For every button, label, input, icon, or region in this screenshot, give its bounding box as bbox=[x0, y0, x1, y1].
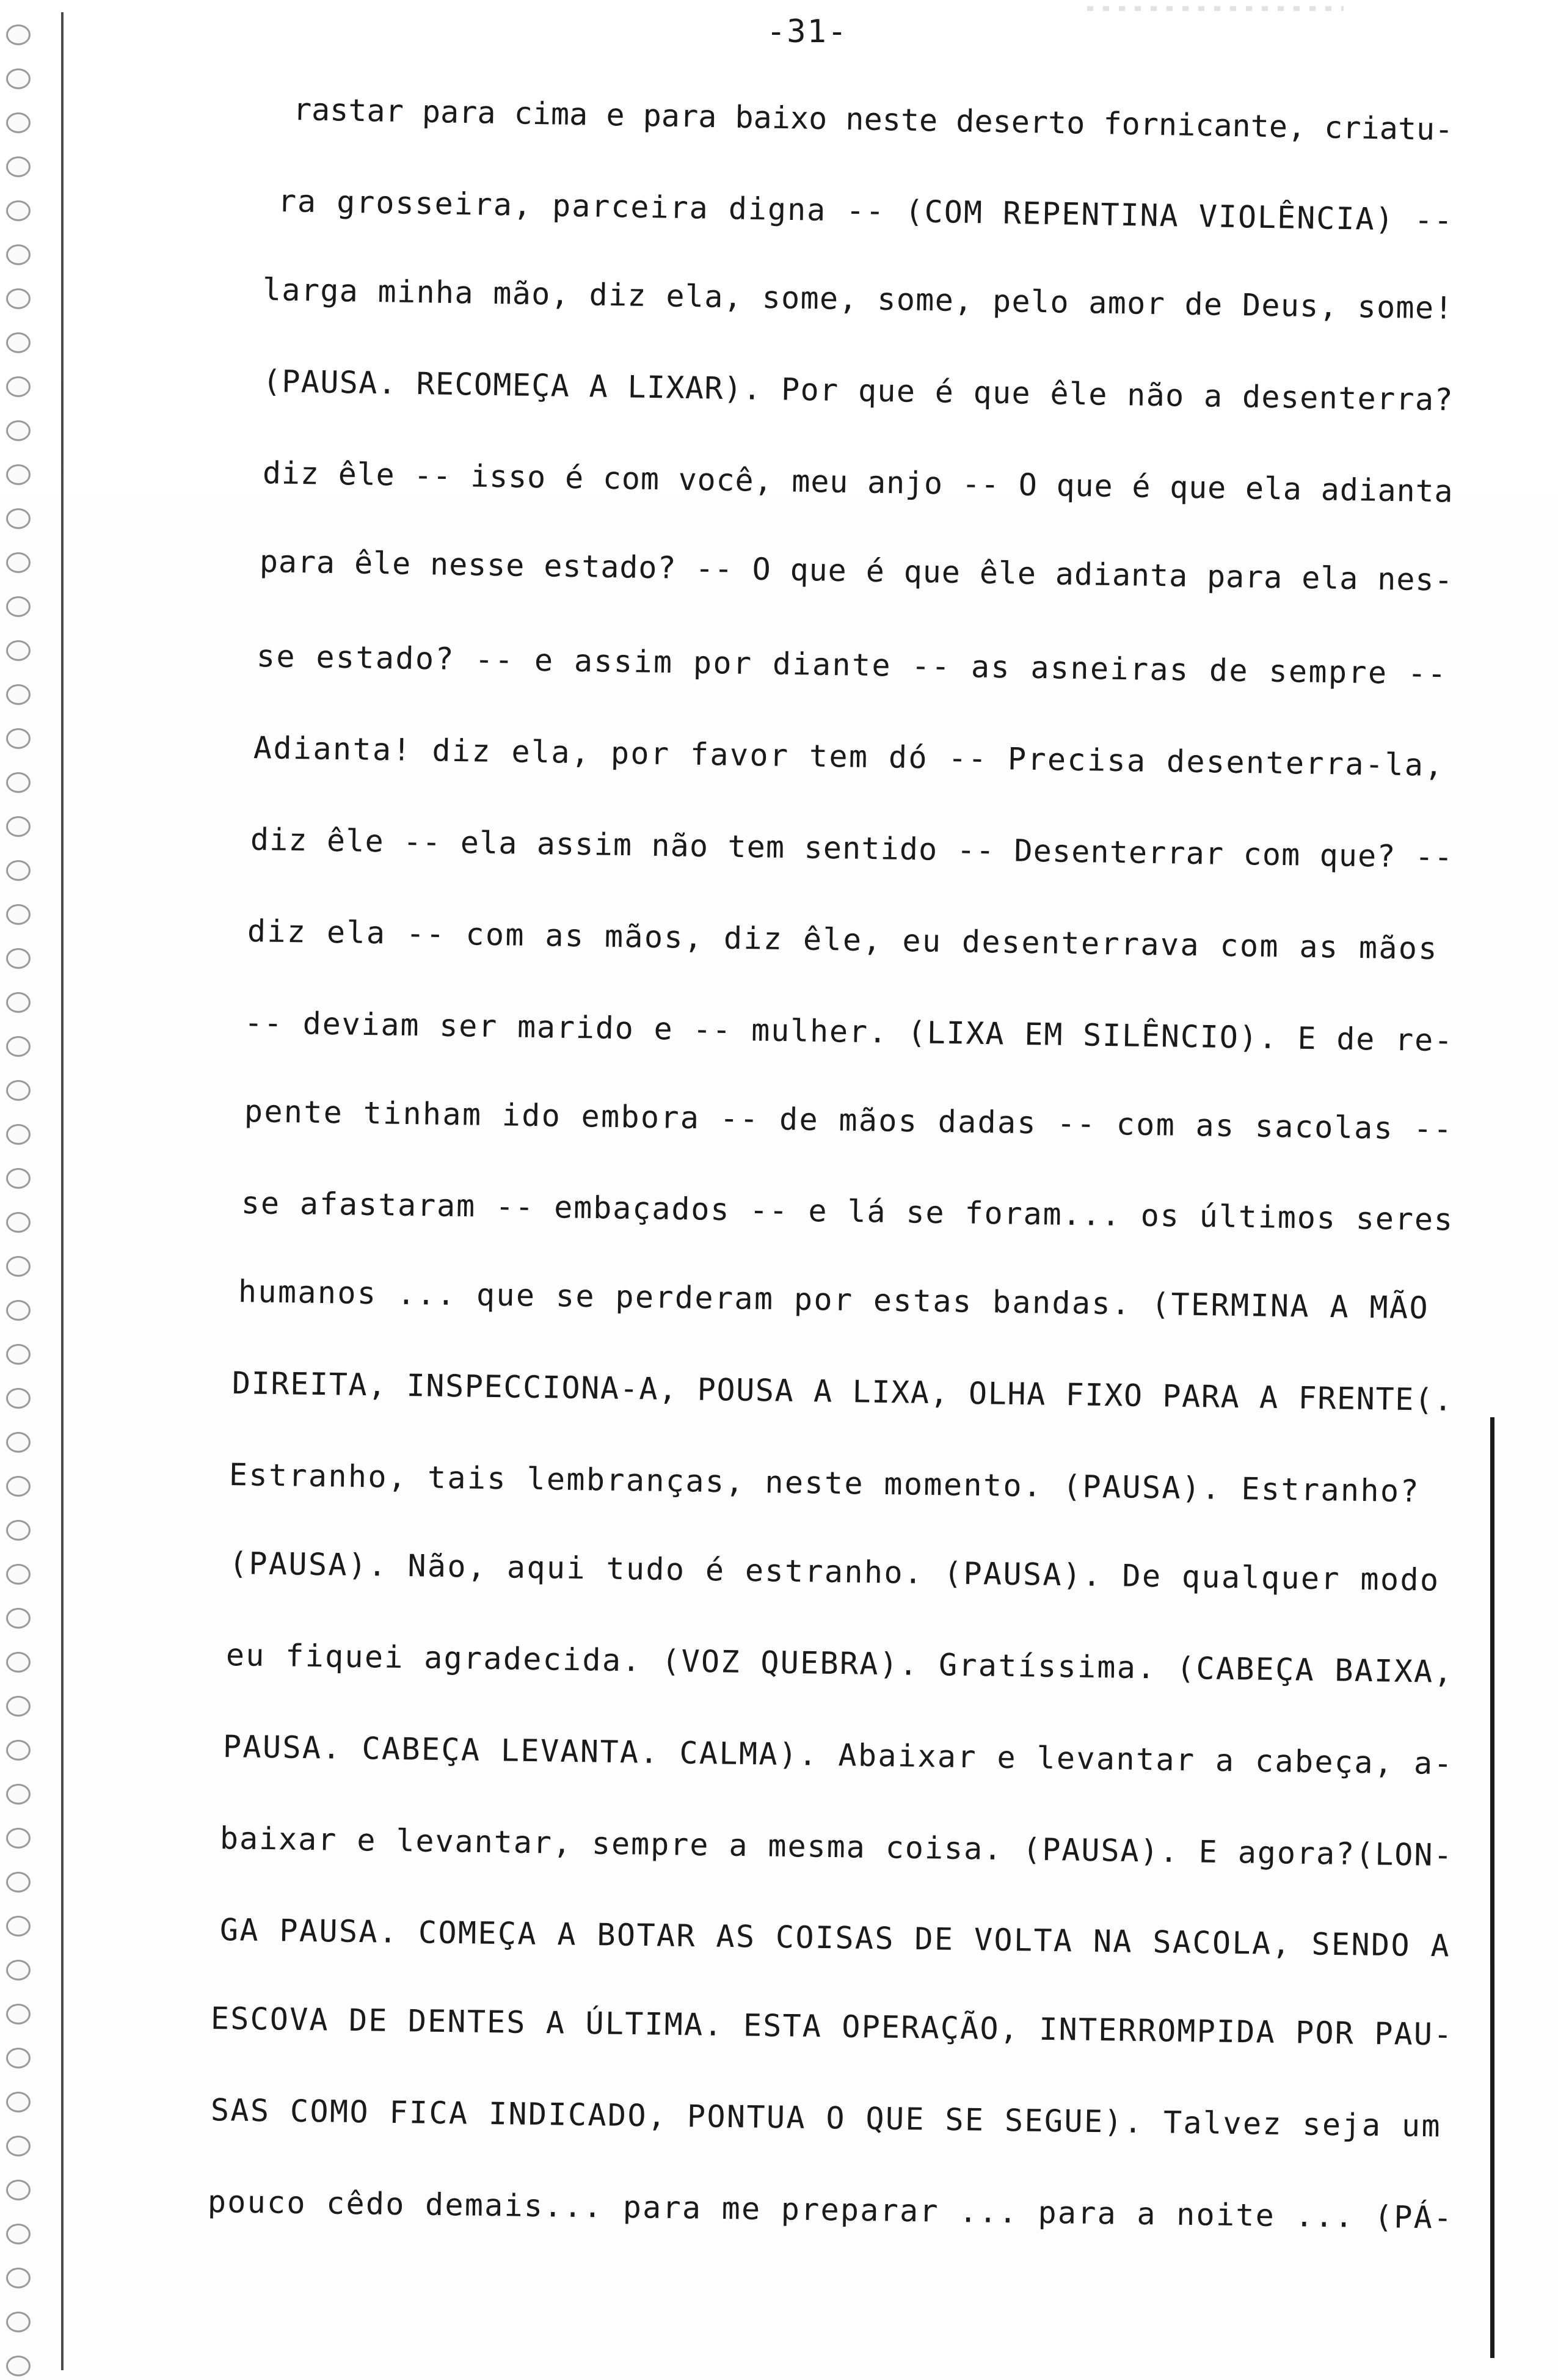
binding-hole bbox=[6, 948, 31, 969]
right-margin-rule bbox=[1490, 1417, 1494, 2358]
binding-hole bbox=[6, 1124, 31, 1145]
binding-hole bbox=[6, 288, 31, 309]
binding-hole bbox=[6, 904, 31, 925]
binding-hole bbox=[6, 860, 31, 881]
binding-hole bbox=[6, 1520, 31, 1541]
text-line: eu fiquei agradecida. (VOZ QUEBRA). Gratíssima. (CABEÇA BAIXA, bbox=[225, 1637, 1454, 1690]
binding-hole bbox=[6, 2136, 31, 2156]
text-line: diz êle -- isso é com você, meu anjo -- O que é que ela adianta bbox=[262, 455, 1454, 509]
text-line: humanos ... que se perderam por estas bandas. (TERMINA A MÃO bbox=[238, 1274, 1430, 1326]
top-smudge bbox=[1087, 6, 1344, 11]
text-line: ra grosseira, parceira digna -- (COM REPENTINA VIOLÊNCIA) -- bbox=[277, 183, 1454, 238]
binding-holes bbox=[0, 0, 67, 2380]
binding-hole bbox=[6, 2004, 31, 2024]
binding-hole bbox=[6, 1916, 31, 1936]
binding-hole bbox=[6, 640, 31, 661]
binding-hole bbox=[6, 1784, 31, 1805]
binding-hole bbox=[6, 2048, 31, 2068]
binding-hole bbox=[6, 508, 31, 529]
binding-hole bbox=[6, 1036, 31, 1057]
binding-hole bbox=[6, 420, 31, 441]
binding-hole bbox=[6, 1256, 31, 1277]
text-line: Estranho, tais lembranças, neste momento. (PAUSA). Estranho? bbox=[228, 1457, 1421, 1509]
binding-hole bbox=[6, 596, 31, 617]
binding-hole bbox=[6, 464, 31, 485]
text-line: DIREITA, INSPECCIONA-A, POUSA A LIXA, OLHA FIXO PARA A FRENTE(. bbox=[231, 1365, 1454, 1418]
binding-hole bbox=[6, 1960, 31, 1980]
binding-hole bbox=[6, 1476, 31, 1497]
binding-hole bbox=[6, 156, 31, 177]
binding-hole bbox=[6, 1080, 31, 1101]
binding-hole bbox=[6, 1696, 31, 1717]
binding-hole bbox=[6, 2312, 31, 2332]
text-line: (PAUSA. RECOMEÇA A LIXAR). Por que é que êle não a desenterra? bbox=[262, 363, 1454, 418]
binding-hole bbox=[6, 2356, 31, 2376]
text-line: GA PAUSA. COMEÇA A BOTAR AS COISAS DE VOLTA NA SACOLA, SENDO A bbox=[219, 1912, 1451, 1964]
binding-hole bbox=[6, 816, 31, 837]
binding-hole bbox=[6, 728, 31, 749]
text-line: se estado? -- e assim por diante -- as asneiras de sempre -- bbox=[256, 638, 1448, 692]
binding-hole bbox=[6, 112, 31, 133]
text-line: SAS COMO FICA INDICADO, PONTUA O QUE SE SEGUE). Talvez seja um bbox=[210, 2092, 1442, 2144]
binding-hole bbox=[6, 1652, 31, 1673]
page-number: -31- bbox=[766, 13, 848, 50]
binding-hole bbox=[6, 1168, 31, 1189]
text-line: Adianta! diz ela, por favor tem dó -- Precisa desenterra-la, bbox=[253, 730, 1445, 783]
binding-hole bbox=[6, 1740, 31, 1761]
left-margin-rule bbox=[61, 12, 64, 2370]
binding-hole bbox=[6, 552, 31, 573]
text-line: diz êle -- ela assim não tem sentido -- Desenterrar com que? -- bbox=[250, 822, 1454, 875]
binding-hole bbox=[6, 2092, 31, 2112]
binding-hole bbox=[6, 1388, 31, 1409]
binding-hole bbox=[6, 68, 31, 89]
binding-hole bbox=[6, 200, 31, 221]
text-line: diz ela -- com as mãos, diz êle, eu desenterrava com as mãos bbox=[247, 913, 1439, 966]
text-line: ESCOVA DE DENTES A ÚLTIMA. ESTA OPERAÇÃO, INTERROMPIDA POR PAU- bbox=[210, 2001, 1454, 2053]
text-line: -- deviam ser marido e -- mulher. (LIXA EM SILÊNCIO). E de re- bbox=[244, 1005, 1454, 1059]
binding-hole bbox=[6, 376, 31, 397]
binding-hole bbox=[6, 1608, 31, 1629]
binding-hole bbox=[6, 332, 31, 353]
text-line: (PAUSA). Não, aqui tudo é estranho. (PAUSA). De qualquer modo bbox=[228, 1546, 1440, 1598]
binding-hole bbox=[6, 684, 31, 705]
binding-hole bbox=[6, 1212, 31, 1233]
text-line: pouco cêdo demais... para me preparar ... para a noite ... (PÁ- bbox=[207, 2184, 1454, 2236]
binding-hole bbox=[6, 2180, 31, 2200]
text-line: pente tinham ido embora -- de mãos dadas -- com as sacolas -- bbox=[244, 1093, 1454, 1147]
text-line: PAUSA. CABEÇA LEVANTA. CALMA). Abaixar e levantar a cabeça, a- bbox=[222, 1729, 1454, 1782]
binding-hole bbox=[6, 24, 31, 45]
text-line: baixar e levantar, sempre a mesma coisa. (PAUSA). E agora?(LON- bbox=[219, 1820, 1454, 1874]
binding-hole bbox=[6, 1872, 31, 1893]
binding-hole bbox=[6, 2268, 31, 2288]
binding-hole bbox=[6, 1344, 31, 1365]
binding-hole bbox=[6, 2224, 31, 2244]
binding-hole bbox=[6, 1564, 31, 1585]
binding-hole bbox=[6, 992, 31, 1013]
binding-hole bbox=[6, 1300, 31, 1321]
text-line: se afastaram -- embaçados -- e lá se foram... os últimos seres bbox=[241, 1185, 1454, 1238]
binding-hole bbox=[6, 1828, 31, 1849]
text-line: para êle nesse estado? -- O que é que êle adianta para ela nes- bbox=[259, 544, 1454, 598]
binding-hole bbox=[6, 244, 31, 265]
text-line: rastar para cima e para baixo neste deserto fornicante, criatu- bbox=[293, 92, 1454, 148]
text-line: larga minha mão, diz ela, some, some, pelo amor de Deus, some! bbox=[262, 272, 1454, 326]
binding-hole bbox=[6, 1432, 31, 1453]
binding-hole bbox=[6, 772, 31, 793]
